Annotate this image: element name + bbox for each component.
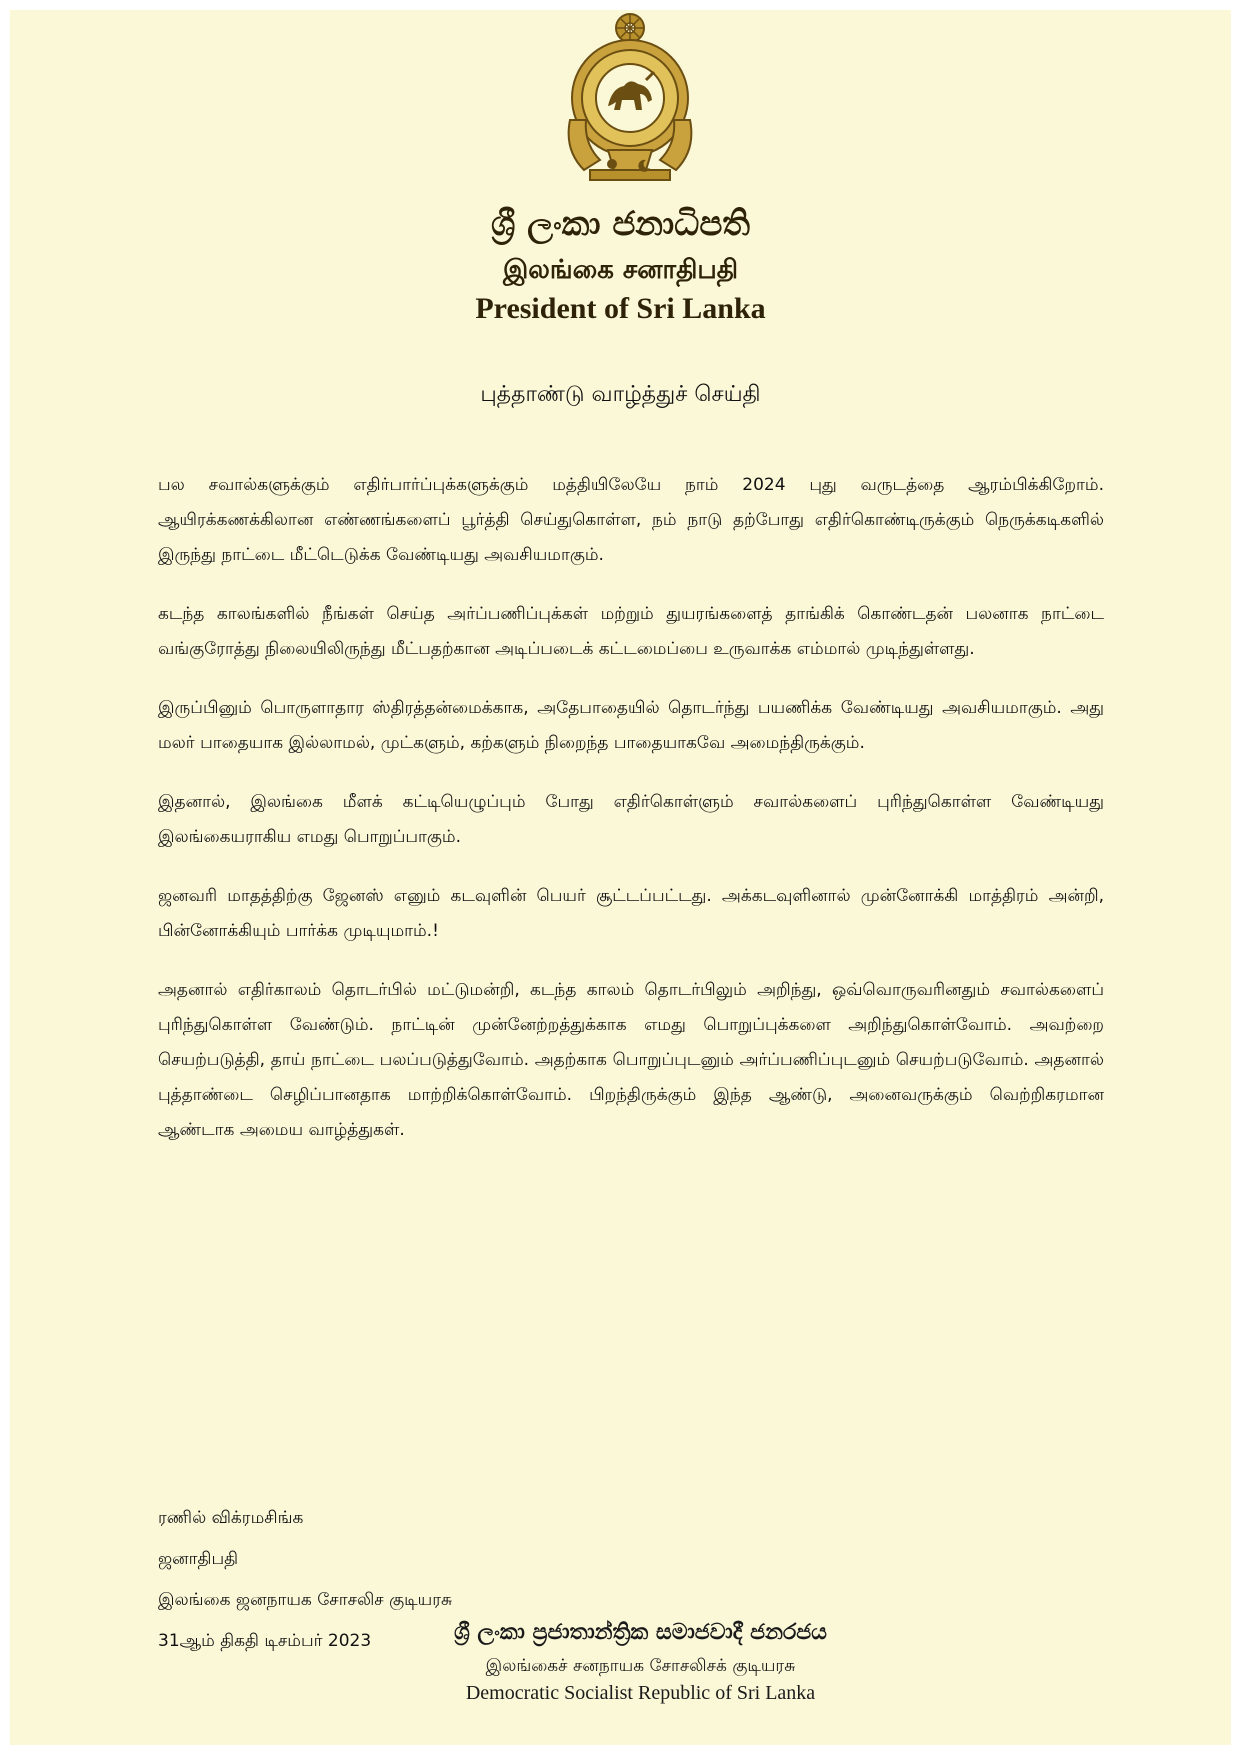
message-date: 31ஆம் திகதி டிசம்பர் 2023 (158, 1631, 372, 1651)
message-title: புத்தாண்டு வாழ்த்துச் செய்தி (480, 382, 761, 407)
footer-english: Democratic Socialist Republic of Sri Lanka (465, 1682, 816, 1704)
message-paragraph: அதனால் எதிர்காலம் தொடர்பில் மட்டுமன்றி, கடந்த காலம் தொடர்பிலும் அறிந்து, ஒவ்வொருவரினதும் சவால்களைப் புரிந்துகொள்ள வேண்டும். நாட்டின் முன்னேற்றத்துக்காக எமது பொறுப்புக்களை அறிந்துகொள்வோம். அவற்றை செயற்படுத்தி, தாய் நாட்டை பலப்படுத்துவோம். அதற்காக பொறுப்புடனும் அர்ப்பணிப்புடனும் செயற்படுவோம். அதனால் புத்தாண்டை செழிப்பானதாக மாற்றிக்கொள்வோம். பிறந்திருக்கும் இந்த ஆண்டு, அனைவருக்கும் வெற்றிகரமான ஆண்டாக அமைய வாழ்த்துகள். (158, 980, 1104, 1140)
footer-sinhala: ශ්‍රී ලංකා ප්‍රජාතාන්ත්‍රික සමාජවාදී ජනරජය (454, 1620, 827, 1645)
message-paragraph: ஜனவரி மாதத்திற்கு ஜேனஸ் எனும் கடவுளின் பெயர் சூட்டப்பட்டது. அக்கடவுளினால் முன்னோக்கி மாத்திரம் அன்றி, பின்னோக்கியும் பார்க்க முடியுமாம்.! (158, 886, 1104, 941)
sri-lanka-emblem-icon (550, 10, 710, 185)
message-paragraph: இருப்பினும் பொருளாதார ஸ்திரத்தன்மைக்காக, அதேபாதையில் தொடர்ந்து பயணிக்க வேண்டியது அவசியமாகும். அது மலர் பாதையாக இல்லாமல், முட்களும், கற்களும் நிறைந்த பாதையாகவே அமைந்திருக்கும். (158, 698, 1104, 753)
message-paragraph: இதனால், இலங்கை மீளக் கட்டியெழுப்பும் போது எதிர்கொள்ளும் சவால்களைப் புரிந்துகொள்ள வேண்டியது இலங்கையராகிய எமது பொறுப்பாகும். (158, 792, 1104, 847)
header-title-english: President of Sri Lanka (475, 292, 766, 325)
signatory-country: இலங்கை ஜனநாயக சோசலிச குடியரசு (158, 1590, 453, 1610)
header-title-sinhala: ශ්‍රී ලංකා ජනාධිපති (491, 204, 750, 244)
message-body (158, 468, 1104, 1172)
header-title-tamil: இலங்கை சனாதிபதி (502, 255, 739, 285)
footer-tamil: இலங்கைச் சனநாயக சோசலிசக் குடியரசு (485, 1656, 796, 1676)
signatory-name: ரணில் விக்ரமசிங்க (158, 1508, 304, 1528)
message-paragraph: பல சவால்களுக்கும் எதிர்பார்ப்புக்களுக்கும் மத்தியிலேயே நாம் 2024 புது வருடத்தை ஆரம்பிக்கிறோம். ஆயிரக்கணக்கிலான எண்ணங்களைப் பூர்த்தி செய்துகொள்ள, நம் நாடு தற்போது எதிர்கொண்டிருக்கும் நெருக்கடிகளில் இருந்து நாட்டை மீட்டெடுக்க வேண்டியது அவசியமாகும். (158, 475, 1104, 565)
letter-page (10, 10, 1231, 1745)
message-paragraph: கடந்த காலங்களில் நீங்கள் செய்த அர்ப்பணிப்புக்கள் மற்றும் துயரங்களைத் தாங்கிக் கொண்டதன் பலனாக நாட்டை வங்குரோத்து நிலையிலிருந்து மீட்பதற்கான அடிப்படைக் கட்டமைப்பை உருவாக்க எம்மால் முடிந்துள்ளது. (158, 604, 1104, 659)
signatory-role: ஜனாதிபதி (158, 1549, 239, 1569)
